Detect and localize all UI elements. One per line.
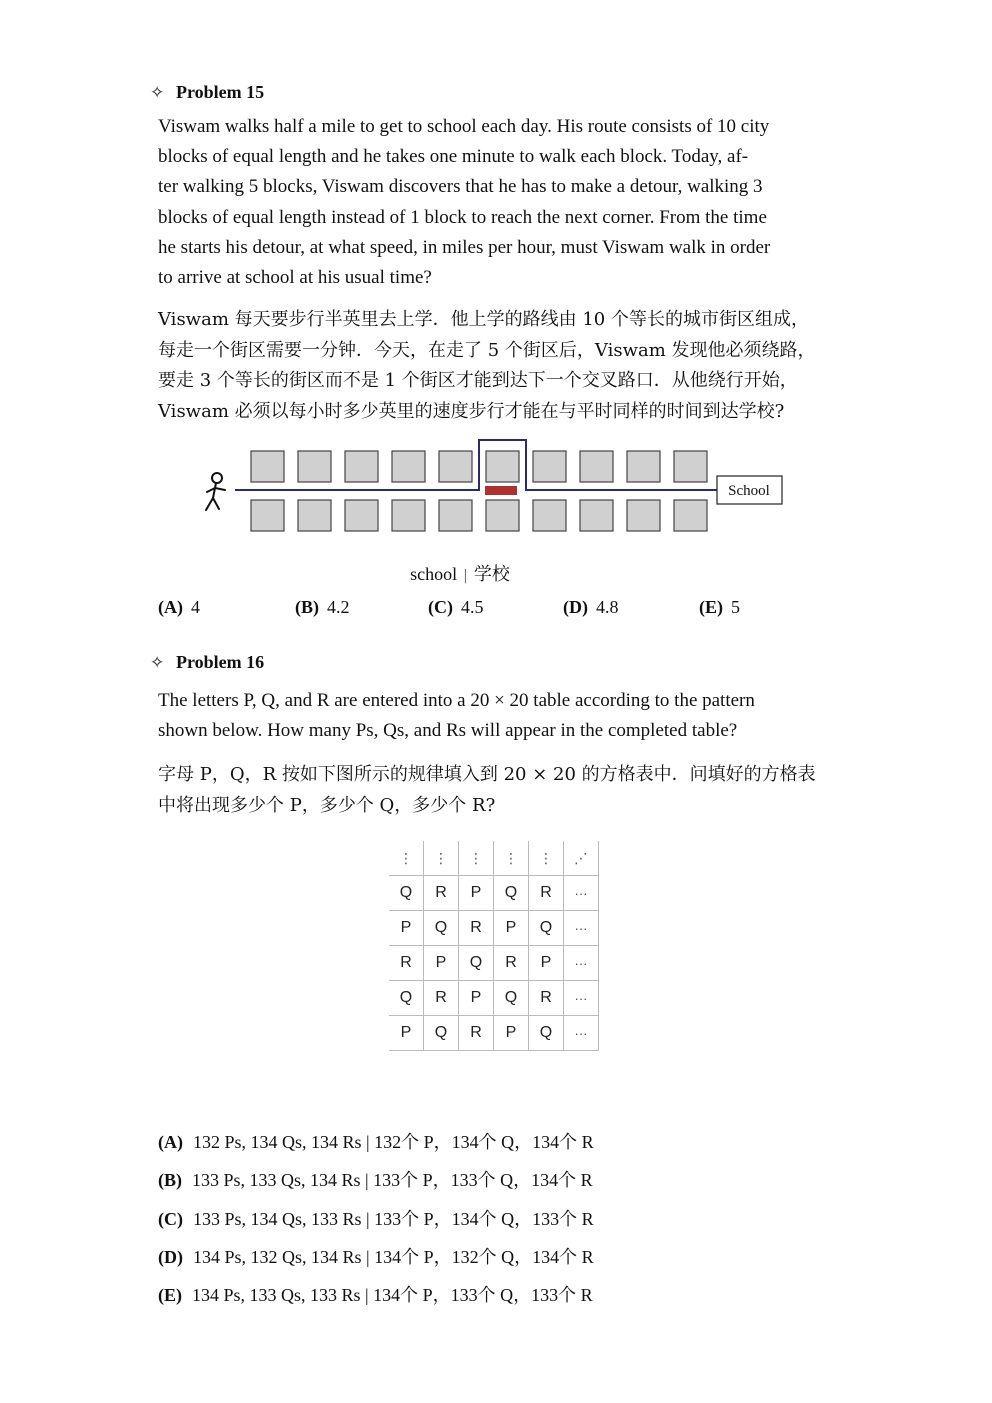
problem-15-choices <box>158 597 838 623</box>
choice-d[interactable]: (D) 134 Ps, 132 Qs, 134 Rs | 134个 P，132个 Q，134个 R <box>158 1247 594 1267</box>
choice-a[interactable]: (A) 132 Ps, 134 Qs, 134 Rs | 132个 P，134个 Q，134个 R <box>158 1132 594 1152</box>
choice-b[interactable]: (B) 4.2 <box>295 597 350 617</box>
table-cell: ··· <box>564 876 599 911</box>
table-cell: Q <box>494 981 529 1016</box>
blocked-segment <box>485 486 517 495</box>
table-cell: Q <box>494 876 529 911</box>
table-cell: R <box>389 946 424 981</box>
block-bottom <box>533 500 566 531</box>
choice-e[interactable]: (E) 5 <box>699 597 740 617</box>
choice-e[interactable]: (E) 134 Ps, 133 Qs, 133 Rs | 134个 P，133个 Q，133个 R <box>158 1285 593 1305</box>
table-cell: P <box>389 911 424 946</box>
block-bottom <box>392 500 425 531</box>
table-row <box>389 911 599 946</box>
table-cell: ··· <box>564 911 599 946</box>
letter-pattern-table <box>389 841 599 1051</box>
table-cell: ⋮ <box>389 841 424 876</box>
text-line: 字母 P，Q，R 按如下图所示的规律填入到 20 × 20 的方格表中．问填好的方格表 <box>158 764 816 785</box>
text-line: shown below. How many Ps, Qs, and Rs will appear in the completed table? <box>158 720 738 742</box>
block-bottom <box>674 500 707 531</box>
text-line: blocks of equal length instead of 1 block to reach the next corner. From the time <box>158 206 767 228</box>
table-cell: Q <box>424 911 459 946</box>
caption-zh: 学校 <box>473 564 510 584</box>
sparkle-icon: ✧ <box>150 653 165 673</box>
problem-16-text-en <box>158 686 838 746</box>
choice-c[interactable]: (C) 133 Ps, 134 Qs, 133 Rs | 133个 P，134个 Q，133个 R <box>158 1209 594 1229</box>
block-top <box>298 451 331 482</box>
table-cell: R <box>494 946 529 981</box>
text-line: to arrive at school at his usual time? <box>158 267 432 289</box>
table-cell: P <box>424 946 459 981</box>
table-cell: P <box>494 911 529 946</box>
diagram-caption <box>0 560 920 586</box>
table-row <box>389 1016 599 1051</box>
text-line: Viswam 每天要步行半英里去上学．他上学的路线由 10 个等长的城市街区组成， <box>158 309 809 330</box>
table-cell: ⋰ <box>564 841 599 876</box>
table-cell: R <box>459 911 494 946</box>
problem-15-heading <box>150 82 264 103</box>
block-top <box>533 451 566 482</box>
table-cell: ··· <box>564 981 599 1016</box>
table-cell: Q <box>424 1016 459 1051</box>
text-line: Viswam 必须以每小时多少英里的速度步行才能在与平时同样的时间到达学校? <box>158 400 785 422</box>
table-cell: ··· <box>564 946 599 981</box>
problem-16-title: Problem 16 <box>176 652 265 672</box>
caption-separator: | <box>463 568 468 584</box>
table-cell: ⋮ <box>494 841 529 876</box>
table-cell: P <box>389 1016 424 1051</box>
problem-15-title: Problem 15 <box>176 82 265 102</box>
text-line: blocks of equal length and he takes one minute to walk each block. Today, af- <box>158 146 749 168</box>
text-line: he starts his detour, at what speed, in miles per hour, must Viswam walk in order <box>158 236 771 258</box>
block-bottom <box>345 500 378 531</box>
sparkle-icon: ✧ <box>150 83 165 103</box>
table-cell: P <box>529 946 564 981</box>
problem-15-text-en <box>158 112 838 293</box>
block-top <box>392 451 425 482</box>
text-line: Viswam walks half a mile to get to school each day. His route consists of 10 city <box>158 116 770 137</box>
text-line: 要走 3 个等长的街区而不是 1 个街区才能到达下一个交叉路口．从他绕行开始， <box>158 370 798 391</box>
table-cell: Q <box>459 946 494 981</box>
choice-b[interactable]: (B) 133 Ps, 133 Qs, 134 Rs | 133个 P，133个 Q，134个 R <box>158 1170 593 1190</box>
text-line: The letters P, Q, and R are entered into a 20 × 20 table according to the pattern <box>158 690 755 711</box>
block-top <box>674 451 707 482</box>
text-line: 中将出现多少个 P，多少个 Q，多少个 R? <box>158 794 496 816</box>
route-diagram <box>195 436 795 536</box>
table-cell: P <box>494 1016 529 1051</box>
walker-icon <box>206 473 225 510</box>
table-cell: Q <box>389 981 424 1016</box>
table-cell: Q <box>389 876 424 911</box>
block-top <box>439 451 472 482</box>
table-cell: Q <box>529 911 564 946</box>
table-row <box>389 981 599 1016</box>
table-cell: ⋮ <box>424 841 459 876</box>
text-line: ter walking 5 blocks, Viswam discovers that he has to make a detour, walking 3 <box>158 176 763 198</box>
table-cell: ⋮ <box>459 841 494 876</box>
table-cell: R <box>529 981 564 1016</box>
table-row <box>389 946 599 981</box>
table-cell: R <box>424 876 459 911</box>
block-bottom <box>439 500 472 531</box>
problem-15-text-zh <box>158 305 838 427</box>
table-row <box>389 841 599 876</box>
table-cell: ⋮ <box>529 841 564 876</box>
block-top <box>580 451 613 482</box>
caption-en: school <box>410 564 458 584</box>
block-top <box>345 451 378 482</box>
choice-c[interactable]: (C) 4.5 <box>428 597 484 617</box>
table-cell: R <box>459 1016 494 1051</box>
table-cell: P <box>459 981 494 1016</box>
block-top <box>627 451 660 482</box>
table-row <box>389 876 599 911</box>
block-bottom <box>298 500 331 531</box>
table-cell: P <box>459 876 494 911</box>
block-top <box>251 451 284 482</box>
table-cell: ··· <box>564 1016 599 1051</box>
block-bottom <box>627 500 660 531</box>
blocks-bottom-row <box>251 500 707 531</box>
text-line: 每走一个街区需要一分钟．今天，在走了 5 个街区后，Viswam 发现他必须绕路， <box>158 339 816 361</box>
table-cell: Q <box>529 1016 564 1051</box>
block-bottom <box>486 500 519 531</box>
block-bottom <box>580 500 613 531</box>
table-cell: R <box>424 981 459 1016</box>
block-bottom <box>251 500 284 531</box>
block-top <box>486 451 519 482</box>
choice-d[interactable]: (D) 4.8 <box>563 597 619 617</box>
table-cell: R <box>529 876 564 911</box>
choice-a[interactable]: (A) 4 <box>158 597 200 617</box>
problem-16-text-zh <box>158 760 838 821</box>
problem-16-heading <box>150 652 264 673</box>
school-label: School <box>728 483 770 499</box>
